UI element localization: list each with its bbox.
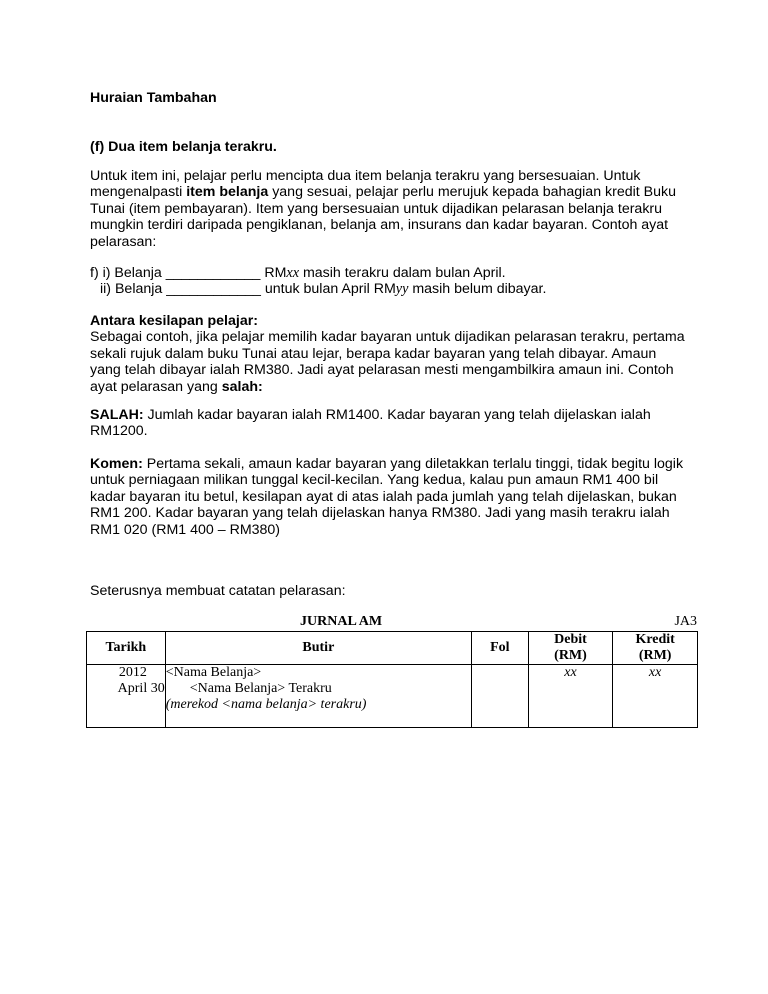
mistakes-body: Sebagai contoh, jika pelajar memilih kadar bayaran untuk dijadikan pelarasan terakru, pertama sekali rujuk dalam buku Tunai atau lejar, berapa kadar bayaran yang telah dibayar. Amaun yang telah dibayar ialah RM380. Jadi ayat pelarasan mesti mengambilkira amaun ini. Contoh ayat pelarasan yang salah: [90, 329, 685, 395]
header-tarikh: Tarikh [87, 632, 166, 665]
header-kredit: Kredit (RM) [613, 632, 698, 665]
entry-kredit: xx [613, 665, 698, 728]
journal-ref: JA3 [674, 614, 697, 629]
entry-debit: xx [528, 665, 613, 728]
example-line-2: ii) Belanja ____________ untuk bulan April RMyy masih belum dibayar. [100, 281, 547, 298]
example-line-1: f) i) Belanja ____________ RMxx masih terakru dalam bulan April. [90, 265, 506, 281]
entry-date: 2012 April 30 [87, 665, 166, 728]
entry-fol [471, 665, 528, 728]
heading: Huraian Tambahan [90, 90, 217, 106]
journal-entry-row [87, 665, 698, 728]
mistakes-title: Antara kesilapan pelajar: [90, 313, 258, 329]
header-debit: Debit (RM) [528, 632, 613, 665]
wrong-example: SALAH: Jumlah kadar bayaran ialah RM1400. Kadar bayaran yang telah dijelaskan ialah RM1200. [90, 407, 651, 440]
journal-title: JURNAL AM [300, 614, 383, 629]
credit-account: <Nama Belanja> Terakru [189, 681, 332, 696]
example-sentences [90, 265, 690, 298]
debit-account: <Nama Belanja> [165, 665, 262, 680]
journal-header-row [87, 632, 698, 665]
entry-description [165, 665, 471, 728]
journal-table [86, 631, 698, 728]
comment: Komen: Pertama sekali, amaun kadar bayaran yang diletakkan terlalu tinggi, tidak begitu logik untuk perniagaan milikan tunggal kecil-kecilan. Yang kedua, kalau pun amaun RM1 400 bil kadar bayaran itu betul, kesilapan ayat di atas ialah pada jumlah yang telah dijelaskan, bukan RM1 200. Kadar bayaran yang telah dijelaskan hanya RM380. Jadi yang masih terakru ialah RM1 020 (RM1 400 – RM380) [90, 456, 684, 538]
narration: (merekod <nama belanja> terakru) [165, 697, 367, 712]
header-fol: Fol [471, 632, 528, 665]
subheading: (f) Dua item belanja terakru. [90, 139, 277, 155]
header-butir: Butir [165, 632, 471, 665]
student-mistakes [90, 313, 690, 395]
next-step-text: Seterusnya membuat catatan pelarasan: [90, 583, 346, 599]
paragraph-intro: Untuk item ini, pelajar perlu mencipta dua item belanja terakru yang bersesuaian. Untuk mengenalpasti item belanja yang sesuai, pelajar perlu merujuk kepada bahagian kredit Buku Tunai (item pembayaran). Item yang bersesuaian untuk dijadikan pelarasan belanja terakru mungkin terdiri daripada pengiklanan, belanja am, insurans dan kadar bayaran. Contoh ayat pelarasan: [90, 168, 677, 250]
